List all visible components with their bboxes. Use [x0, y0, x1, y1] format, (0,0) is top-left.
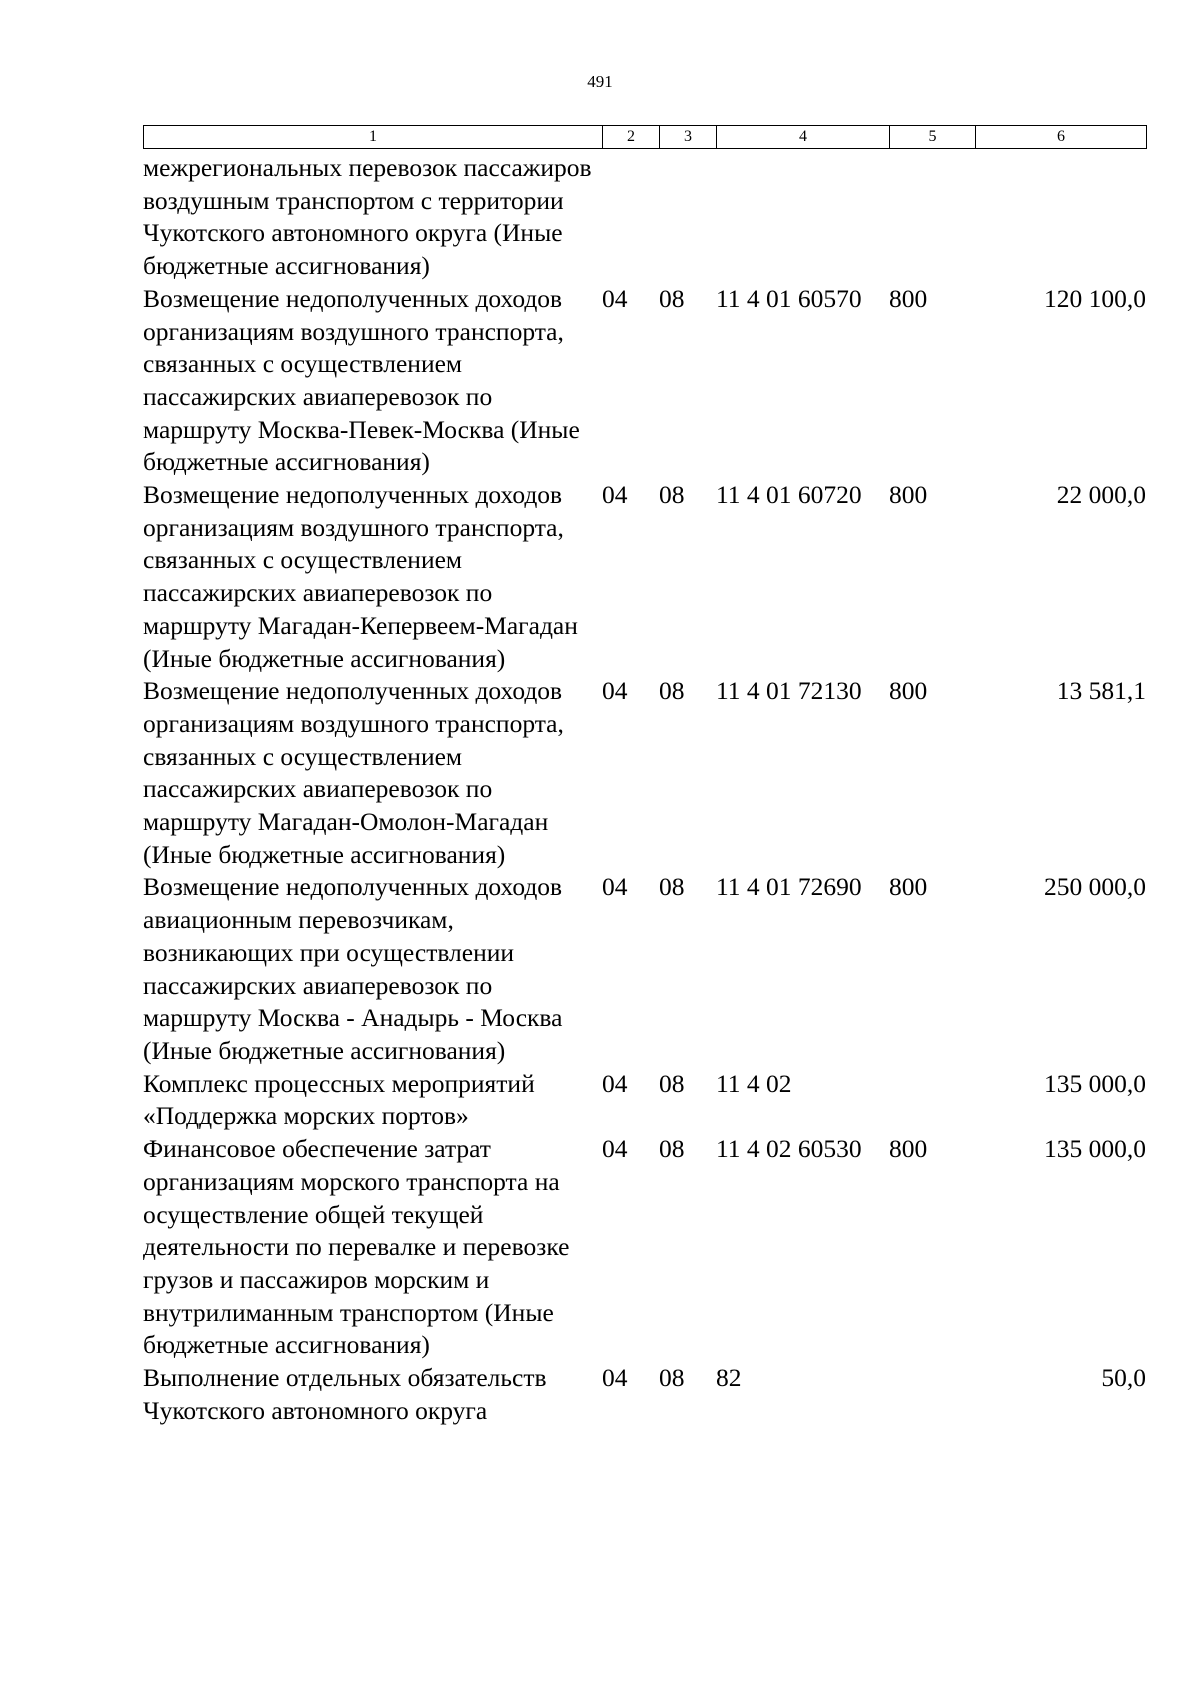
row-amount: 13 581,1 [1056, 676, 1146, 706]
table-row [143, 479, 1146, 675]
header-cell-6: 6 [976, 126, 1147, 149]
column-number-header [143, 125, 1147, 149]
table-row [143, 1068, 1146, 1133]
row-target-article: 11 4 01 72130 [716, 676, 862, 706]
row-subsection [659, 152, 716, 283]
row-amount [975, 152, 1146, 283]
row-target-article: 11 4 01 60570 [716, 283, 862, 313]
row-target-article: 11 4 01 60720 [716, 480, 862, 510]
row-target-article: 11 4 01 72690 [716, 872, 862, 902]
row-subsection: 08 [659, 480, 685, 510]
row-target-article: 82 [716, 1363, 742, 1393]
row-description: Возмещение недополученных доходов организациям воздушного транспорта, связанных с осуществлением пассажирских авиаперевозок по маршруту Магадан-Кепервеем-Магадан (Иные бюджетные ассигнования) [143, 480, 578, 673]
row-expense-type [889, 1068, 975, 1133]
row-subsection: 08 [659, 1068, 685, 1098]
row-subsection: 08 [659, 1134, 685, 1164]
table-row [143, 871, 1146, 1067]
header-row [144, 126, 1147, 149]
row-target-article: 11 4 02 [716, 1068, 792, 1098]
row-expense-type: 800 [889, 1134, 928, 1164]
row-expense-type: 800 [889, 872, 928, 902]
header-cell-3: 3 [660, 126, 717, 149]
row-amount: 22 000,0 [1056, 480, 1146, 510]
row-amount: 250 000,0 [1044, 872, 1146, 902]
row-description: межрегиональных перевозок пассажиров воздушным транспортом с территории Чукотского автономного округа (Иные бюджетные ассигнования) [143, 153, 592, 281]
header-cell-1: 1 [144, 126, 603, 149]
row-section: 04 [602, 1363, 628, 1393]
row-description: Выполнение отдельных обязательств Чукотского автономного округа [143, 1363, 547, 1425]
row-section: 04 [602, 283, 628, 313]
row-subsection: 08 [659, 872, 685, 902]
header-cell-4: 4 [717, 126, 890, 149]
row-subsection: 08 [659, 1363, 685, 1393]
row-target-article [716, 152, 889, 283]
row-expense-type: 800 [889, 676, 928, 706]
row-target-article: 11 4 02 60530 [716, 1134, 862, 1164]
row-section: 04 [602, 1068, 628, 1098]
row-expense-type [889, 1362, 975, 1427]
row-section [602, 152, 659, 283]
header-cell-2: 2 [603, 126, 660, 149]
row-amount: 135 000,0 [1044, 1134, 1146, 1164]
row-amount: 120 100,0 [1044, 283, 1146, 313]
row-section: 04 [602, 480, 628, 510]
table-row [143, 283, 1146, 479]
row-expense-type: 800 [889, 480, 928, 510]
budget-table [143, 152, 1146, 1427]
row-expense-type: 800 [889, 283, 928, 313]
row-description: Возмещение недополученных доходов организациям воздушного транспорта, связанных с осуществлением пассажирских авиаперевозок по маршруту Магадан-Омолон-Магадан (Иные бюджетные ассигнования) [143, 676, 564, 869]
table-row [143, 152, 1146, 283]
table-row [143, 675, 1146, 871]
row-amount: 135 000,0 [1044, 1068, 1146, 1098]
header-cell-5: 5 [890, 126, 976, 149]
table-row [143, 1362, 1146, 1427]
row-subsection: 08 [659, 676, 685, 706]
row-description: Финансовое обеспечение затрат организациям морского транспорта на осуществление общей текущей деятельности по перевалке и перевозке грузов и пассажиров морским и внутрилиманным транспортом (Иные бюджетные ассигнования) [143, 1134, 570, 1360]
page-number: 491 [587, 72, 613, 91]
table-row [143, 1133, 1146, 1362]
row-section: 04 [602, 872, 628, 902]
row-section: 04 [602, 1134, 628, 1164]
row-subsection: 08 [659, 283, 685, 313]
row-description: Комплекс процессных мероприятий «Поддержка морских портов» [143, 1068, 535, 1131]
row-description: Возмещение недополученных доходов авиационным перевозчикам, возникающих при осуществлении пассажирских авиаперевозок по маршруту Москва - Анадырь - Москва (Иные бюджетные ассигнования) [143, 872, 563, 1065]
row-expense-type [889, 152, 975, 283]
row-description: Возмещение недополученных доходов организациям воздушного транспорта, связанных с осуществлением пассажирских авиаперевозок по маршруту Москва-Певек-Москва (Иные бюджетные ассигнования) [143, 283, 580, 477]
budget-table-body [143, 152, 1146, 1427]
row-section: 04 [602, 676, 628, 706]
row-amount: 50,0 [1101, 1363, 1146, 1393]
